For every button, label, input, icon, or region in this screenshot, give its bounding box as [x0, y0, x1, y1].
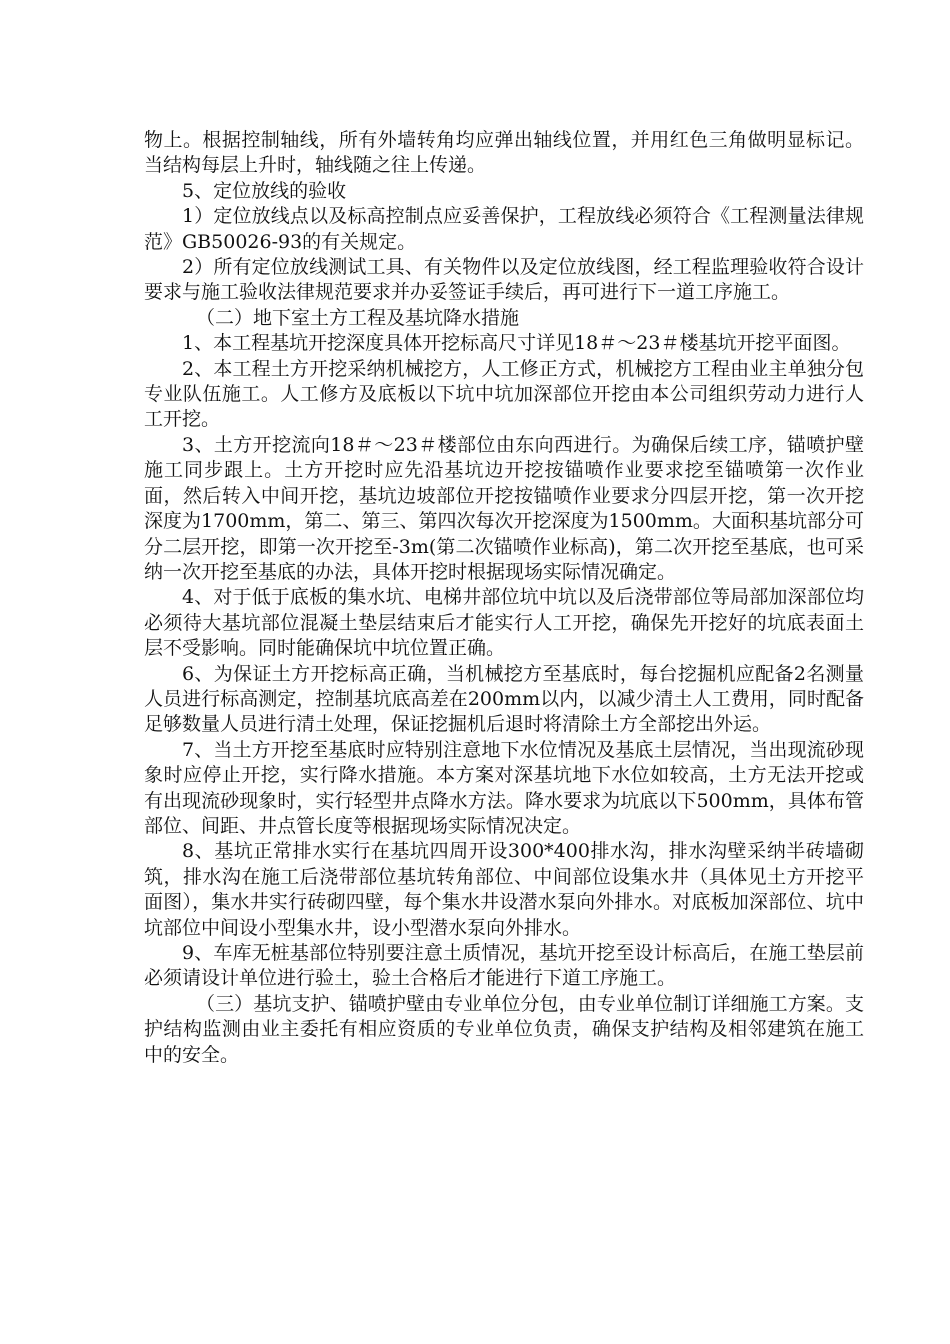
paragraph-earthwork-7: 7、当土方开挖至基底时应特别注意地下水位情况及基底土层情况，当出现流砂现象时应停止开挖，实行降水措施。本方案对深基坑地下水位如较高，土方无法开挖或有出现流砂现象时，实行轻型井点降水方法。降水要求为坑底以下500mm，具体布管部位、间距、井点管长度等根据现场实际情况决定。	[144, 738, 864, 837]
paragraph-earthwork-6: 6、为保证土方开挖标高正确，当机械挖方至基底时，每台挖掘机应配备2名测量人员进行标高测定，控制基坑底高差在200mm以内，以减少清土人工费用，同时配备足够数量人员进行清土处理，保证挖掘机后退时将清除土方全部挖出外运。	[144, 662, 864, 736]
paragraph-continuation: 物上。根据控制轴线，所有外墙转角均应弹出轴线位置，并用红色三角做明显标记。当结构每层上升时，轴线随之往上传递。	[144, 129, 864, 177]
paragraph-earthwork-9: 9、车库无桩基部位特别要注意土质情况，基坑开挖至设计标高后，在施工垫层前必须请设计单位进行验土，验土合格后才能进行下道工序施工。	[144, 942, 864, 990]
paragraph-earthwork-1: 1、本工程基坑开挖深度具体开挖标高尺寸详见18＃～23＃楼基坑开挖平面图。	[182, 332, 851, 355]
section-paragraph-support: （三）基坑支护、锚喷护壁由专业单位分包，由专业单位制订详细施工方案。支护结构监测由业主委托有相应资质的专业单位负责，确保支护结构及相邻建筑在施工中的安全。	[144, 992, 864, 1066]
paragraph-earthwork-4: 4、对于低于底板的集水坑、电梯井部位坑中坑以及后浇带部位等局部加深部位均必须待大基坑部位混凝土垫层结束后才能实行人工开挖，确保先开挖好的坑底表面土层不受影响。同时能确保坑中坑位置正确。	[144, 586, 864, 660]
document-page	[144, 128, 864, 1068]
paragraph-earthwork-8: 8、基坑正常排水实行在基坑四周开设300*400排水沟，排水沟壁采纳半砖墙砌筑，排水沟在施工后浇带部位基坑转角部位、中间部位设集水井（具体见土方开挖平面图），集水井实行砖砌四壁，每个集水井设潜水泵向外排水。对底板加深部位、坑中坑部位中间设小型集水井，设小型潜水泵向外排水。	[144, 840, 864, 939]
paragraph-earthwork-3: 3、土方开挖流向18＃～23＃楼部位由东向西进行。为确保后续工序，锚喷护壁施工同步跟上。土方开挖时应先沿基坑边开挖按锚喷作业要求挖至锚喷第一次作业面，然后转入中间开挖，基坑边坡部位开挖按锚喷作业要求分四层开挖，第一次开挖深度为1700mm，第二、第三、第四次每次开挖深度为1500mm。大面积基坑部分可分二层开挖，即第一次开挖至-3m(第二次锚喷作业标高)，第二次开挖至基底，也可采纳一次开挖至基底的办法，具体开挖时根据现场实际情况确定。	[144, 433, 864, 583]
paragraph-earthwork-2: 2、本工程土方开挖采纳机械挖方，人工修正方式，机械挖方工程由业主单独分包专业队伍施工。人工修方及底板以下坑中坑加深部位开挖由本公司组织劳动力进行人工开挖。	[144, 357, 864, 431]
paragraph-item-1: 1）定位放线点以及标高控制点应妥善保护，工程放线必须符合《工程测量法律规范》GB50026-93的有关规定。	[144, 205, 864, 253]
section-heading-earthwork: （二）地下室土方工程及基坑降水措施	[196, 306, 520, 329]
subheading-acceptance: 5、定位放线的验收	[182, 179, 347, 202]
paragraph-item-2: 2）所有定位放线测试工具、有关物件以及定位放线图，经工程监理验收符合设计要求与施工验收法律规范要求并办妥签证手续后，再可进行下一道工序施工。	[144, 256, 864, 304]
